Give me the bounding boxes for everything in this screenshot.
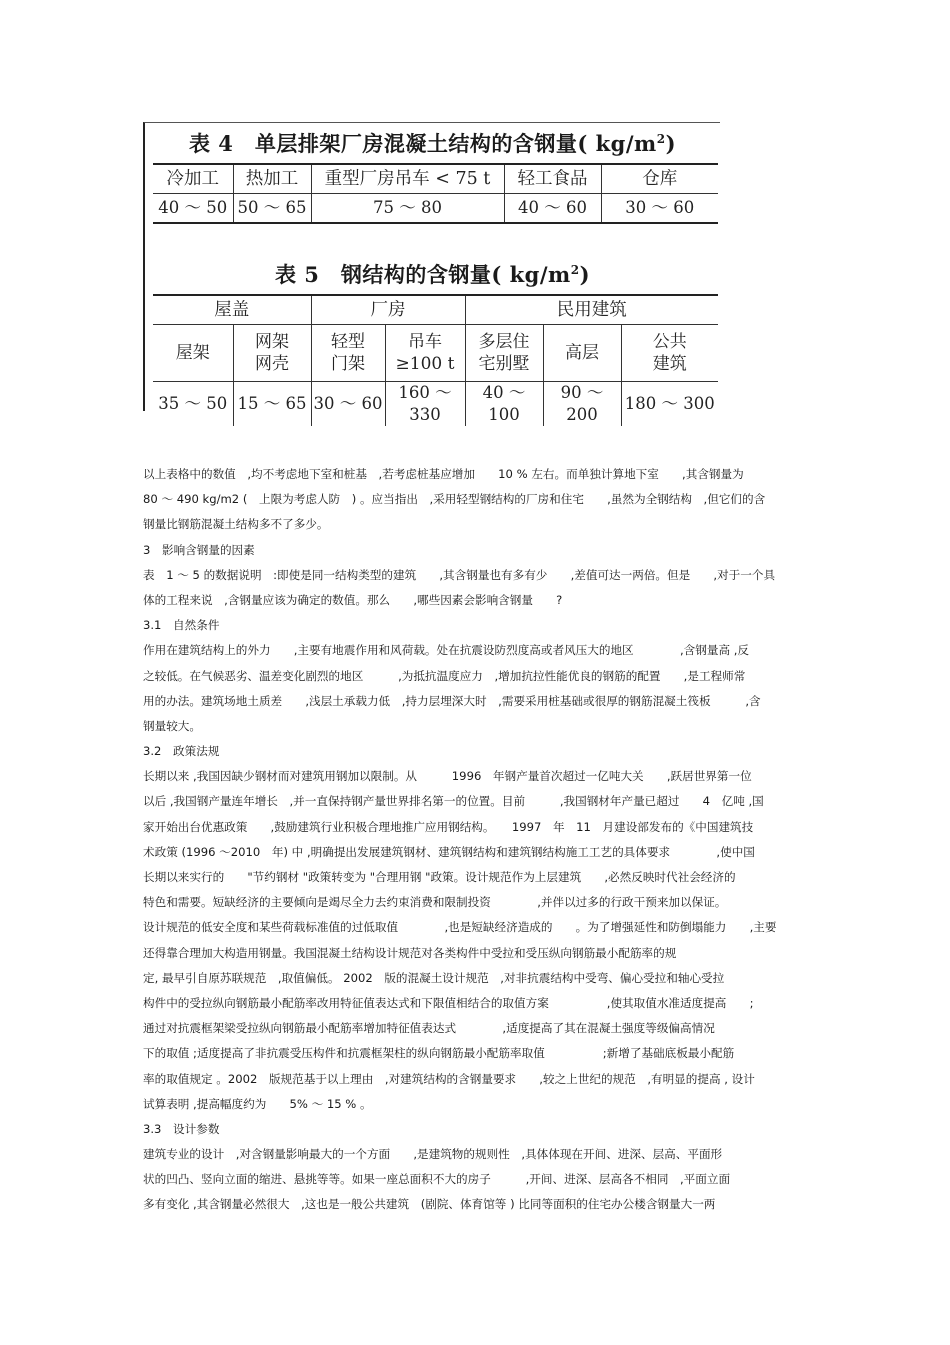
text-line: 试算表明 ,提高幅度约为 5% ～ 15 % 。 xyxy=(143,1096,372,1111)
text-line: 钢量较大。 xyxy=(143,718,201,733)
table4-header-row xyxy=(153,164,718,194)
table5-caption: 表 5 钢结构的含钢量( $kg/m^2$) xyxy=(274,262,591,287)
text-line: 80 ～ 490 kg/m2 ( 上限为考虑人防 ) 。应当指出 ,采用轻型钢结构的厂房和住宅 ,虽然为全钢结构 ,但它们的含 xyxy=(143,492,766,507)
text-line: 还得靠合理加大构造用钢量。我国混凝土结构设计规范对各类构件中受拉和受压纵向钢筋最小配筋率的规 xyxy=(143,945,677,960)
text-line: 构件中的受拉纵向钢筋最小配筋率改用特征值表达式和下限值相结合的取值方案 ,使其取值水准适度提高 ; xyxy=(143,995,754,1010)
table5-subheader: 轻型 门架 xyxy=(311,325,385,382)
text-line: 状的凹凸、竖向立面的缩进、悬挑等等。如果一座总面积不大的房子 ,开间、进深、层高各不相同 ,平面立面 xyxy=(143,1172,731,1187)
table5-value-row xyxy=(153,382,718,427)
table4-caption: 表 4 单层排架厂房混凝土结构的含钢量( $kg/m^2$) xyxy=(188,131,677,156)
table5-subheader: 高层 xyxy=(543,325,621,382)
table5-group-header: 屋盖 xyxy=(153,295,311,325)
text-line: 以后 ,我国钢产量连年增长 ,并一直保持钢产量世界排名第一的位置。目前 ,我国钢材年产量已超过 4 亿吨 ,国 xyxy=(143,794,764,809)
section-heading: 3 影响含钢量的因素 xyxy=(143,542,255,557)
table4-header: 轻工食品 xyxy=(504,164,601,194)
text-line: 长期以来实行的 "节约钢材 "政策转变为 "合理用钢 "政策。设计规范作为上层建筑 ,必然反映时代社会经济的 xyxy=(143,870,736,884)
scanned-tables-image xyxy=(143,122,720,424)
table4-header: 热加工 xyxy=(233,164,311,194)
table4-header: 冷加工 xyxy=(153,164,233,194)
table5 xyxy=(153,294,718,426)
table5-subheader: 网架 网壳 xyxy=(233,325,311,382)
table5-cell: 90 ～ 200 xyxy=(543,382,621,427)
table4-header: 仓库 xyxy=(601,164,718,194)
text-line: 作用在建筑结构上的外力 ,主要有地震作用和风荷载。处在抗震设防烈度高或者风压大的地区 ,含钢量高 ,反 xyxy=(143,643,750,658)
text-line: 钢量比钢筋混凝土结构多不了多少。 xyxy=(143,517,329,532)
text-line: 体的工程来说 ,含钢量应该为确定的数值。那么 ,哪些因素会影响含钢量 ? xyxy=(143,592,563,607)
table4-cell: 50 ～ 65 xyxy=(233,194,311,224)
text-line: 设计规范的低安全度和某些荷载标准值的过低取值 ,也是短缺经济造成的 。为了增强延性和防倒塌能力 ,主要 xyxy=(143,920,777,935)
table5-group-header: 厂房 xyxy=(311,295,465,325)
table5-subheader: 吊车 ≥100 t xyxy=(385,325,465,382)
text-line: 家开始出台优惠政策 ,鼓励建筑行业积极合理地推广应用钢结构。 1997 年 11 月建设部发布的《中国建筑技 xyxy=(143,819,754,834)
table5-group-header: 民用建筑 xyxy=(465,295,718,325)
text-line: 下的取值 ;适度提高了非抗震受压构件和抗震框架柱的纵向钢筋最小配筋率取值 ;新增了基础底板最小配筋 xyxy=(143,1046,735,1061)
table5-cell: 40 ～ 100 xyxy=(465,382,543,427)
text-line: 长期以来 ,我国因缺少钢材而对建筑用钢加以限制。从 1996 年钢产量首次超过一亿吨大关 ,跃居世界第一位 xyxy=(143,769,752,784)
table4-cell: 75 ～ 80 xyxy=(311,194,504,224)
text-line: 之较低。在气候恶劣、温差变化剧烈的地区 ,为抵抗温度应力 ,增加抗拉性能优良的钢筋的配置 ,是工程师常 xyxy=(143,668,746,683)
text-line: 用的办法。建筑场地土质差 ,浅层土承载力低 ,持力层埋深大时 ,需要采用桩基础或很厚的钢筋混凝土筏板 ,含 xyxy=(143,693,761,708)
table5-cell: 160 ～ 330 xyxy=(385,382,465,427)
text-line: 特色和需要。短缺经济的主要倾向是竭尽全力去约束消费和限制投资 ,并伴以过多的行政干预来加以保证。 xyxy=(143,895,727,910)
table5-subheader: 屋架 xyxy=(153,325,233,382)
table5-cell: 180 ～ 300 xyxy=(621,382,718,427)
table4-cell: 30 ～ 60 xyxy=(601,194,718,224)
text-line: 以上表格中的数值 ,均不考虑地下室和桩基 ,若考虑桩基应增加 10 % 左右。而单独计算地下室 ,其含钢量为 xyxy=(143,467,744,481)
table4-cell: 40 ～ 50 xyxy=(158,198,228,217)
text-line: 术政策 (1996 ～2010 年) 中 ,明确提出发展建筑钢材、建筑钢结构和建筑钢结构施工工艺的具体要求 ,使中国 xyxy=(143,844,755,859)
text-line: 建筑专业的设计 ,对含钢量影响最大的一个方面 ,是建筑物的规则性 ,具体体现在开间、进深、层高、平面形 xyxy=(143,1147,723,1162)
table5-subheader-row xyxy=(153,325,718,382)
text-line: 率的取值规定 。2002 版规范基于以上理由 ,对建筑结构的含钢量要求 ,较之上世纪的规范 ,有明显的提高 , 设计 xyxy=(143,1071,755,1086)
table5-cell: 35 ～ 50 xyxy=(158,394,228,413)
text-line: 多有变化 ,其含钢量必然很大 ,这也是一般公共建筑 (剧院、体育馆等 ) 比同等面积的住宅办公楼含钢量大一两 xyxy=(143,1197,716,1212)
text-line: 定, 最早引自原苏联规范 ,取值偏低。 2002 版的混凝土设计规范 ,对非抗震结构中受弯、偏心受拉和轴心受拉 xyxy=(143,970,725,985)
table5-subheader: 多层住 宅别墅 xyxy=(465,325,543,382)
table5-group-row xyxy=(153,295,718,325)
text-line: 表 1 ～ 5 的数据说明 :即使是同一结构类型的建筑 ,其含钢量也有多有少 ,差值可达一两倍。但是 ,对于一个具 xyxy=(143,567,776,582)
table4-value-row xyxy=(153,194,718,224)
table4 xyxy=(153,163,718,224)
table4-header: 重型厂房吊车 < 75 t xyxy=(311,164,504,194)
table4-cell: 40 ～ 60 xyxy=(504,194,601,224)
section-heading: 3.3 设计参数 xyxy=(143,1121,220,1136)
body-text xyxy=(143,462,813,1218)
section-heading: 3.1 自然条件 xyxy=(143,618,220,633)
table5-cell: 15 ～ 65 xyxy=(233,382,311,427)
section-heading: 3.2 政策法规 xyxy=(143,744,220,759)
table5-cell: 30 ～ 60 xyxy=(311,382,385,427)
table5-subheader: 公共 建筑 xyxy=(621,325,718,382)
text-line: 通过对抗震框架梁受拉纵向钢筋最小配筋率增加特征值表达式 ,适度提高了其在混凝土强度等级偏高情况 xyxy=(143,1021,715,1036)
